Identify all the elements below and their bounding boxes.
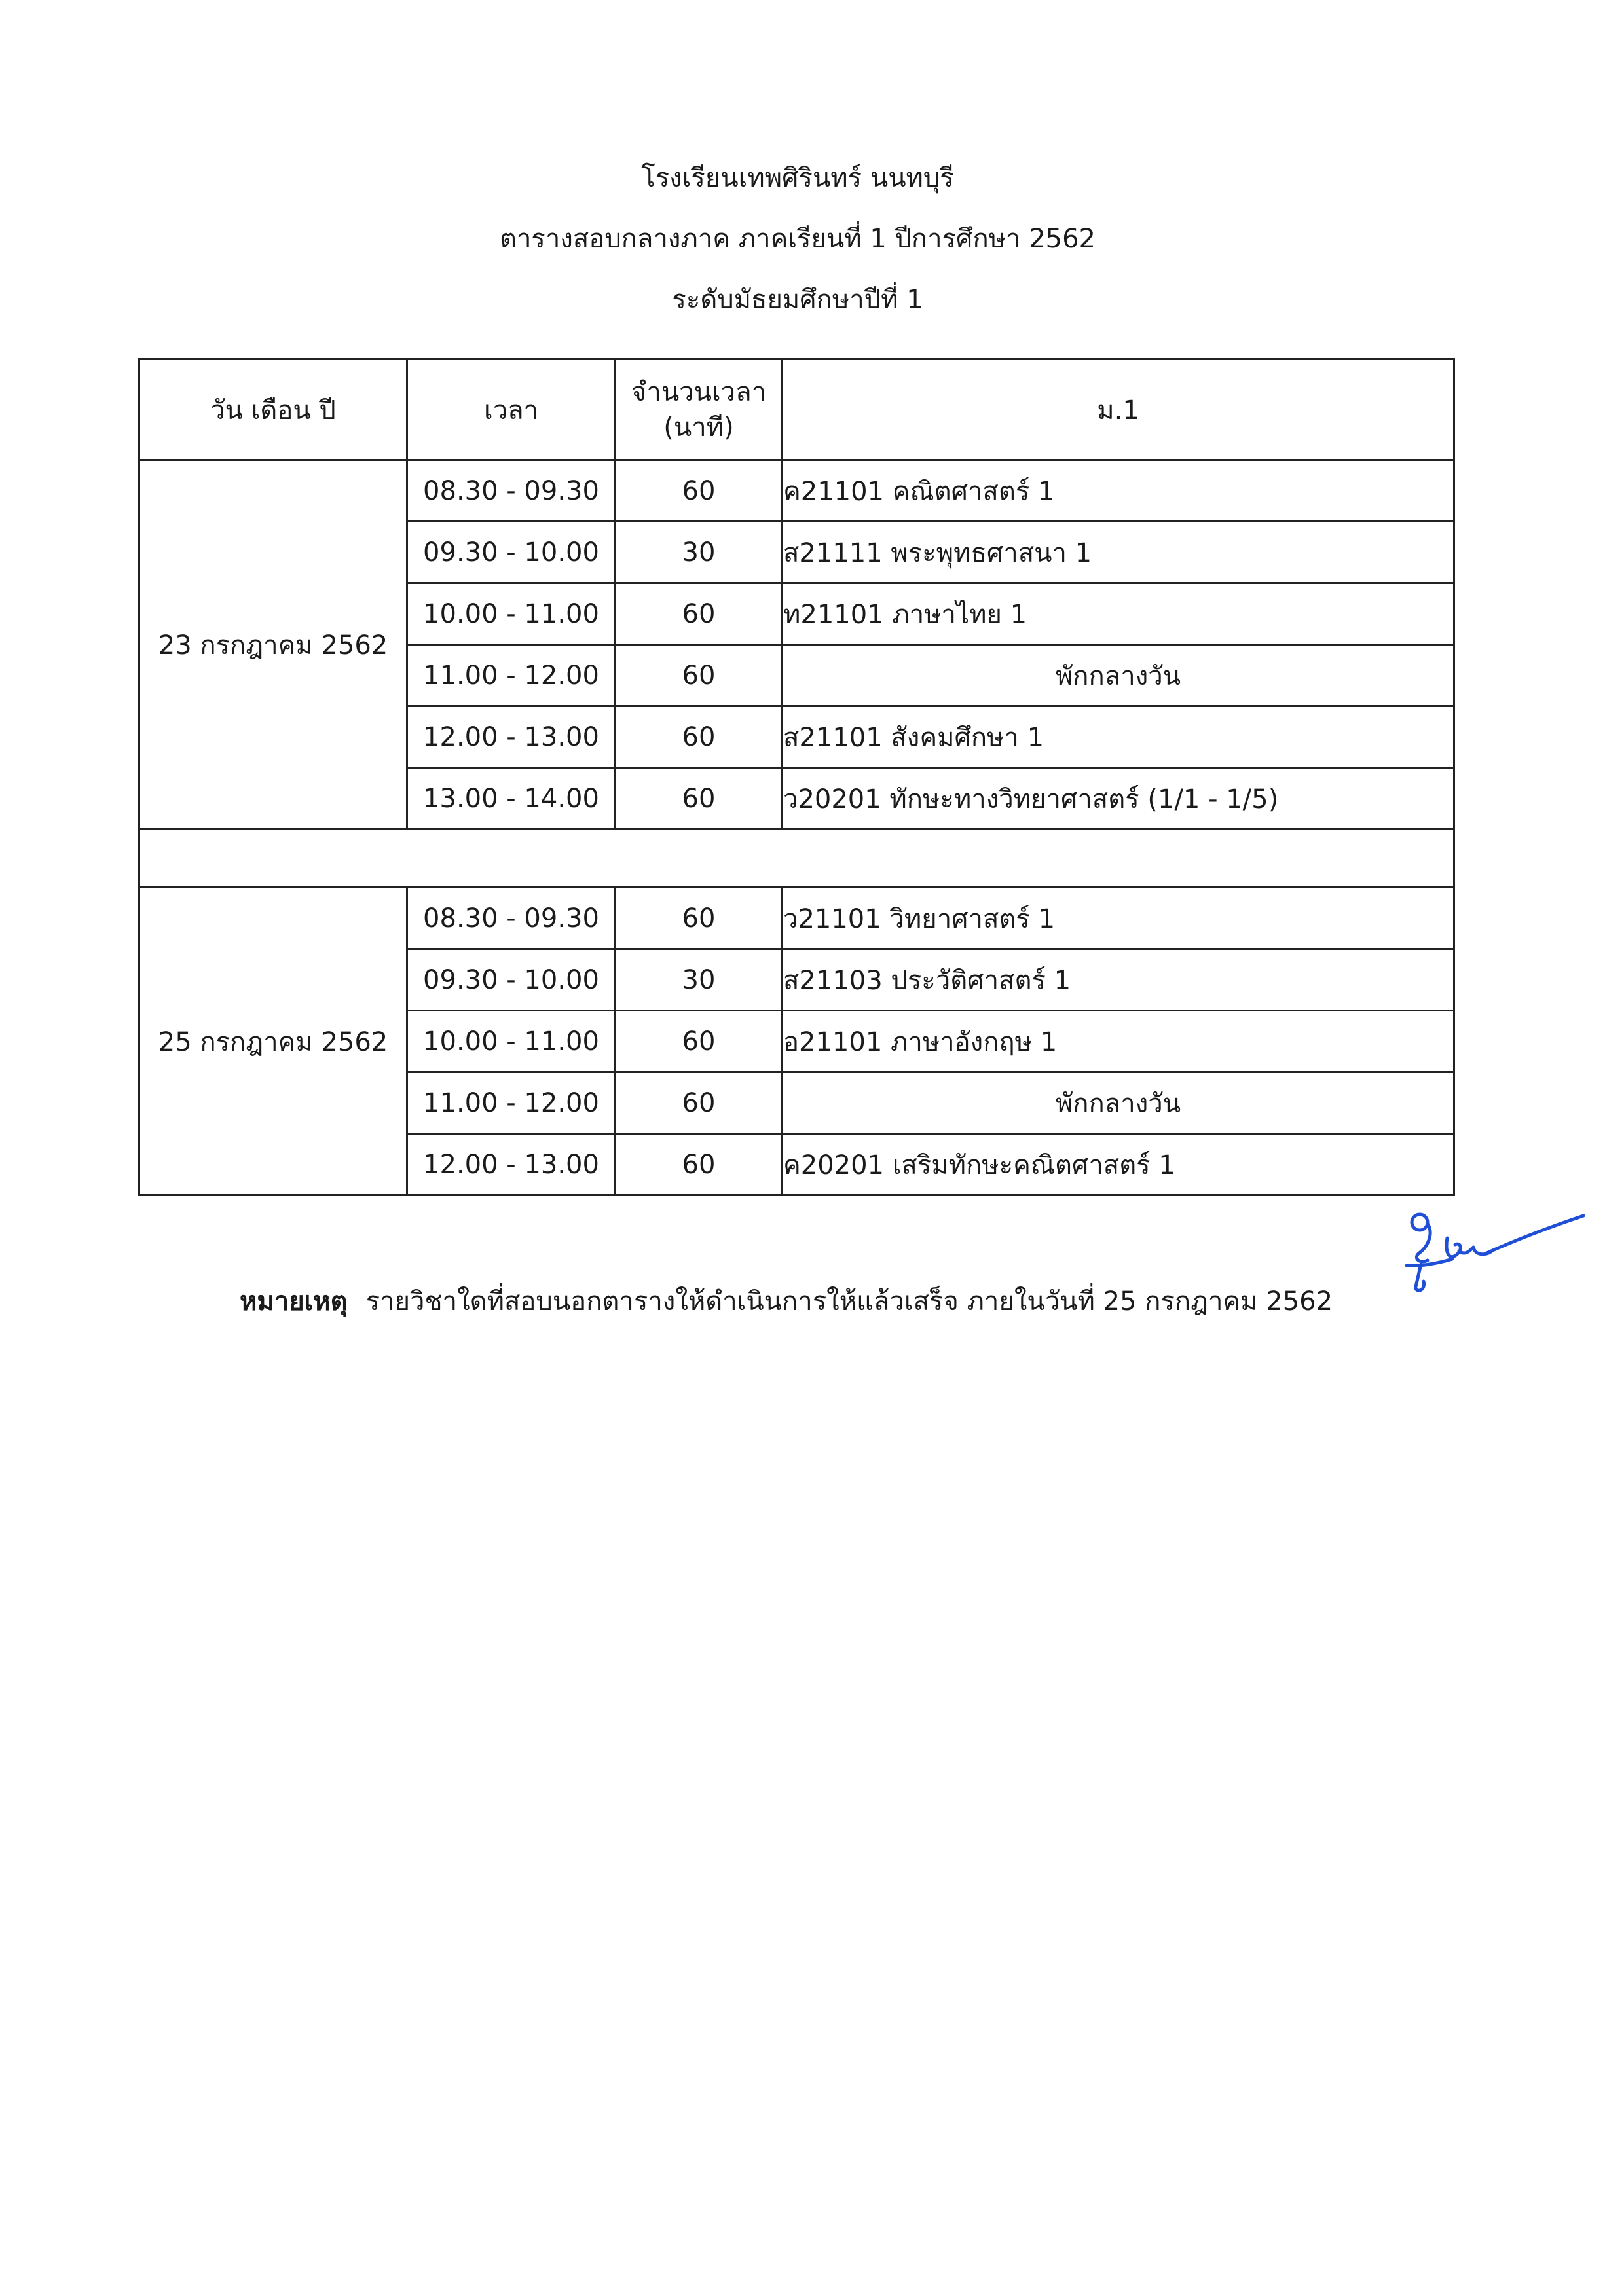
subject-cell: ว20201 ทักษะทางวิทยาศาสตร์ (1/1 - 1/5) [783,768,1454,829]
duration-cell: 30 [616,949,783,1011]
signature-mark [1387,1208,1590,1306]
separator-row [139,829,1454,888]
lunch-break-cell: พักกลางวัน [783,645,1454,706]
column-header-time: เวลา [407,359,616,460]
duration-cell: 60 [616,645,783,706]
time-cell: 11.00 - 12.00 [407,1072,616,1134]
time-cell: 08.30 - 09.30 [407,888,616,949]
time-cell: 10.00 - 11.00 [407,1011,616,1072]
exam-title: ตารางสอบกลางภาค ภาคเรียนที่ 1 ปีการศึกษา 2562 [499,224,1096,254]
duration-cell: 30 [616,522,783,583]
school-name: โรงเรียนเทพศิรินทร์ นนทบุรี [641,163,954,193]
duration-cell: 60 [616,1072,783,1134]
separator-cell [139,829,1454,888]
table-header-row [139,359,1454,460]
duration-cell: 60 [616,888,783,949]
remark [240,1280,1333,1322]
subject-cell: ค21101 คณิตศาสตร์ 1 [783,460,1454,522]
time-cell: 09.30 - 10.00 [407,949,616,1011]
duration-header-line2: (นาที) [663,412,734,443]
lunch-break-cell: พักกลางวัน [783,1072,1454,1134]
remark-label: หมายเหตุ [240,1286,348,1317]
subject-cell: ส21103 ประวัติศาสตร์ 1 [783,949,1454,1011]
column-header-duration [616,359,783,460]
duration-cell: 60 [616,460,783,522]
grade-level: ระดับมัธยมศึกษาปีที่ 1 [672,285,923,315]
table-row [139,460,1454,522]
duration-header-line1: จำนวนเวลา [631,376,767,407]
table-row [139,888,1454,949]
subject-cell: ส21111 พระพุทธศาสนา 1 [783,522,1454,583]
column-header-subject: ม.1 [783,359,1454,460]
remark-text: รายวิชาใดที่สอบนอกตารางให้ดำเนินการให้แล้วเสร็จ ภายในวันที่ 25 กรกฎาคม 2562 [365,1286,1333,1317]
time-cell: 12.00 - 13.00 [407,706,616,768]
time-cell: 09.30 - 10.00 [407,522,616,583]
subject-cell: ท21101 ภาษาไทย 1 [783,583,1454,645]
duration-cell: 60 [616,1134,783,1195]
time-cell: 13.00 - 14.00 [407,768,616,829]
duration-cell: 60 [616,1011,783,1072]
subject-cell: อ21101 ภาษาอังกฤษ 1 [783,1011,1454,1072]
exam-date-cell: 25 กรกฎาคม 2562 [139,888,407,1195]
subject-cell: ค20201 เสริมทักษะคณิตศาสตร์ 1 [783,1134,1454,1195]
time-cell: 08.30 - 09.30 [407,460,616,522]
duration-cell: 60 [616,583,783,645]
subject-cell: ว21101 วิทยาศาสตร์ 1 [783,888,1454,949]
exam-date-cell: 23 กรกฎาคม 2562 [139,460,407,829]
exam-schedule-table [138,358,1455,1196]
column-header-date: วัน เดือน ปี [139,359,407,460]
time-cell: 11.00 - 12.00 [407,645,616,706]
subject-cell: ส21101 สังคมศึกษา 1 [783,706,1454,768]
time-cell: 12.00 - 13.00 [407,1134,616,1195]
duration-cell: 60 [616,706,783,768]
duration-cell: 60 [616,768,783,829]
time-cell: 10.00 - 11.00 [407,583,616,645]
